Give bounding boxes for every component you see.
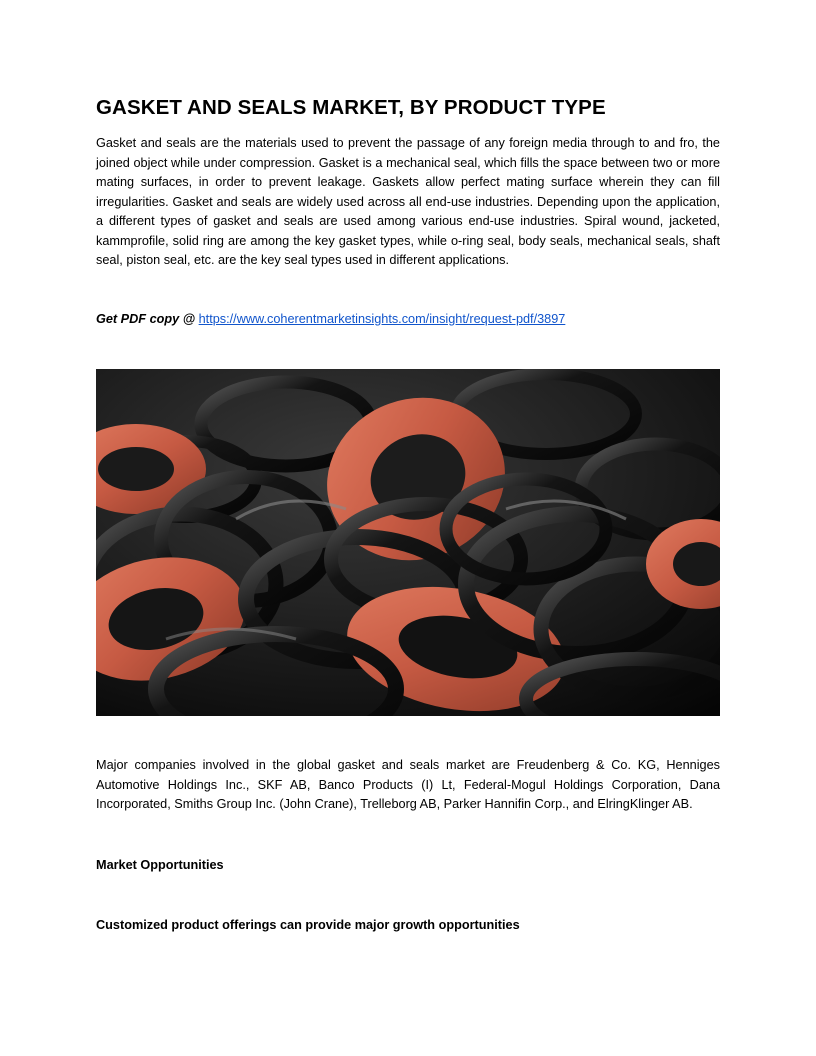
gaskets-and-orings-photo: [96, 369, 720, 716]
pdf-copy-line: [96, 310, 565, 330]
intro-paragraph: Gasket and seals are the materials used to prevent the passage of any foreign media through to and fro, the joined object while under compression. Gasket is a mechanical seal, which fills the space between two or more mating surfaces, in order to prevent leakage. Gaskets allow perfect mating surface wherein they can fill irregularities. Gasket and seals are widely used across all end-use industries. Depending upon the application, a different types of gasket and seals are used among various end-use industries. Spiral wound, jacketed, kammprofile, solid ring are among the key gasket types, while o-ring seal, body seals, mechanical seals, shaft seal, piston seal, etc. are the key seal types used in different applications.: [96, 136, 720, 267]
companies-paragraph: Major companies involved in the global gasket and seals market are Freudenberg & Co. KG, Henniges Automotive Holdings Inc., SKF AB, Banco Products (I) Lt, Federal-Mogul Holdings Corporation, Dana Incorporated, Smiths Group Inc. (John Crane), Trelleborg AB, Parker Hannifin Corp., and ElringKlinger AB.: [96, 758, 720, 811]
page-title: GASKET AND SEALS MARKET, BY PRODUCT TYPE: [96, 96, 606, 119]
pdf-request-link[interactable]: https://www.coherentmarketinsights.com/insight/request-pdf/3897: [198, 312, 566, 326]
customized-product-heading: Customized product offerings can provide major growth opportunities: [96, 918, 520, 932]
pdf-copy-label: Get PDF copy @: [96, 312, 196, 326]
market-opportunities-heading: Market Opportunities: [96, 858, 224, 872]
